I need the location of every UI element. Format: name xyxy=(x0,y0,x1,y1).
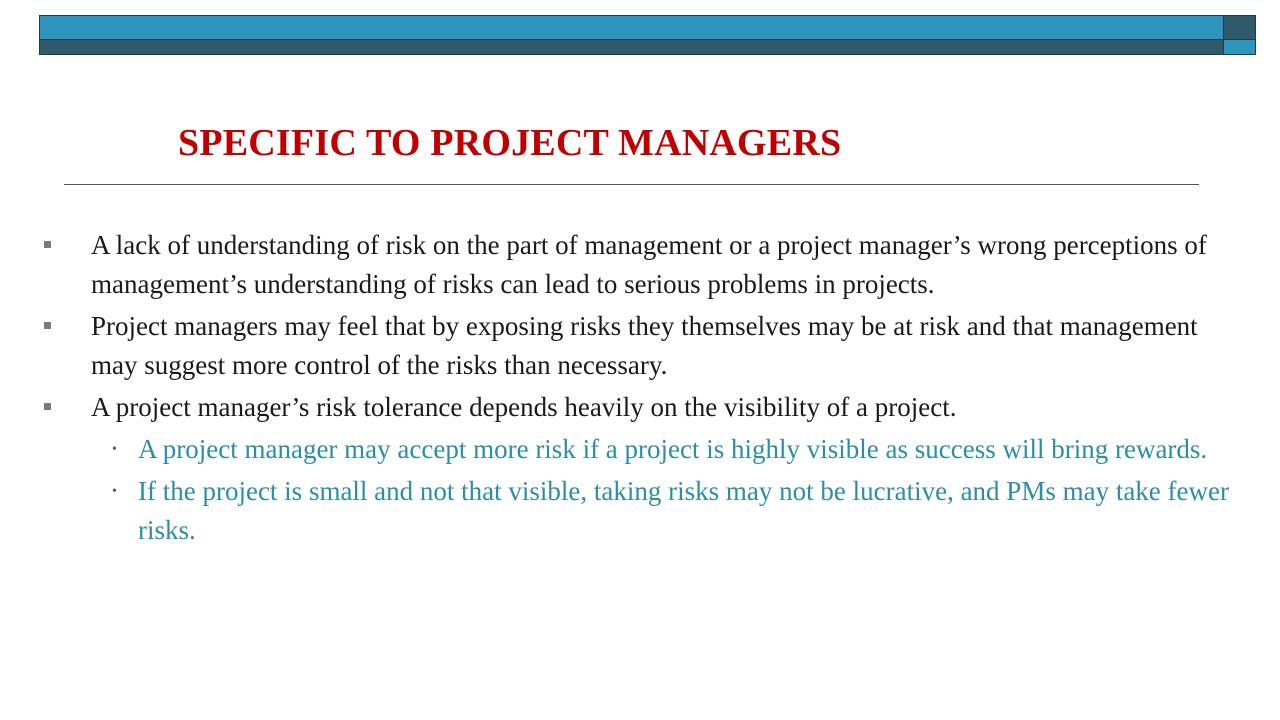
bullet-item xyxy=(40,388,1230,427)
dot-bullet-icon: • xyxy=(112,484,117,499)
bullet-text: Project managers may feel that by exposing risks they themselves may be at risk and that management may suggest more control of the risks than necessary. xyxy=(91,311,1198,380)
bullet-text: A project manager’s risk tolerance depends heavily on the visibility of a project. xyxy=(91,392,957,422)
sub-bullet-text: A project manager may accept more risk if a project is highly visible as success will bring rewards. xyxy=(138,434,1208,464)
header-banner xyxy=(39,15,1256,55)
title-divider xyxy=(64,184,1199,185)
square-bullet-icon xyxy=(44,322,51,329)
bullet-item xyxy=(40,226,1230,304)
banner-corner-square-top xyxy=(1224,16,1255,39)
sub-bullet-item xyxy=(40,472,1230,550)
sub-bullet-text: If the project is small and not that visible, taking risks may not be lucrative, and PMs may take fewer risks. xyxy=(138,476,1229,545)
banner-top-bar xyxy=(40,16,1224,39)
banner-bottom-bar xyxy=(40,39,1224,54)
square-bullet-icon xyxy=(44,241,51,248)
square-bullet-icon xyxy=(44,403,51,410)
banner-corner-square-bottom xyxy=(1224,39,1255,54)
bullet-list xyxy=(40,226,1230,553)
dot-bullet-icon: • xyxy=(112,442,117,457)
sub-bullet-item xyxy=(40,430,1230,469)
slide-title: SPECIFIC TO PROJECT MANAGERS xyxy=(178,122,842,164)
bullet-item xyxy=(40,307,1230,385)
bullet-text: A lack of understanding of risk on the part of management or a project manager’s wrong perceptions of management’s understanding of risks can lead to serious problems in projects. xyxy=(91,230,1207,299)
